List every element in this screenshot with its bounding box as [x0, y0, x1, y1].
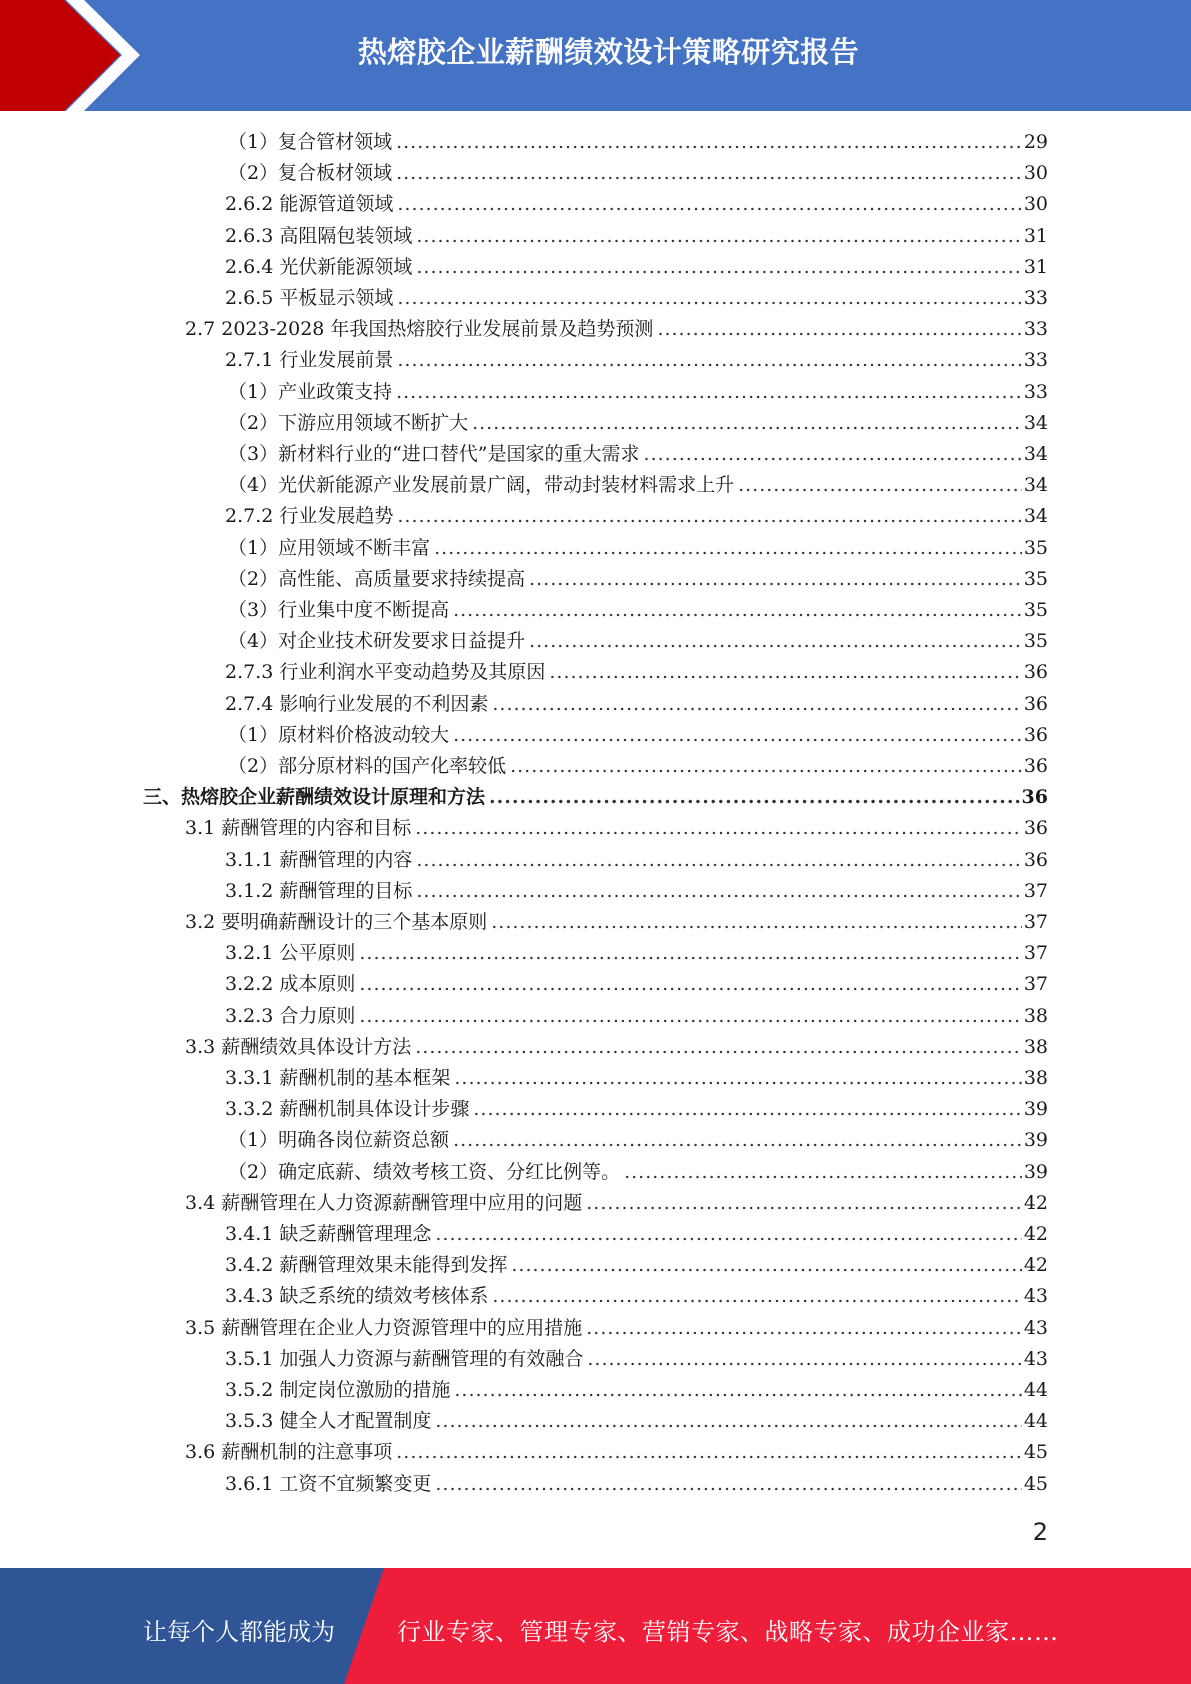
toc-entry-page: 37: [1023, 911, 1048, 933]
toc-leader-dots: [454, 1063, 1021, 1094]
toc-entry-label: 三、热熔胶企业薪酬绩效设计原理和方法: [143, 786, 486, 808]
toc-entry-label: 3.2.2 成本原则: [225, 973, 356, 995]
toc-entry-page: 36: [1023, 849, 1048, 871]
toc-leader-dots: [586, 1188, 1022, 1219]
toc-entry-page: 35: [1023, 568, 1048, 590]
toc-entry[interactable]: [225, 1281, 1048, 1312]
toc-entry-label: 3.6 薪酬机制的注意事项: [185, 1441, 393, 1463]
toc-entry-label: 2.7 2023-2028 年我国热熔胶行业发展前景及趋势预测: [185, 318, 654, 340]
toc-entry-label: 3.1.2 薪酬管理的目标: [225, 880, 413, 902]
toc-leader-dots: [396, 158, 1022, 189]
toc-leader-dots: [435, 1406, 1021, 1437]
toc-entry[interactable]: [228, 1157, 1048, 1188]
toc-entry-page: 29: [1023, 131, 1048, 153]
toc-entry-label: 2.6.4 光伏新能源领域: [225, 256, 413, 278]
toc-entry-page: 33: [1023, 287, 1048, 309]
toc-entry-label: 2.7.4 影响行业发展的不利因素: [225, 693, 489, 715]
toc-entry-page: 42: [1023, 1254, 1048, 1276]
toc-entry-label: （4）光伏新能源产业发展前景广阔，带动封装材料需求上升: [228, 474, 735, 496]
toc-leader-dots: [549, 657, 1021, 688]
toc-leader-dots: [359, 969, 1021, 1000]
toc-entry-page: 35: [1023, 599, 1048, 621]
toc-entry-page: 36: [1023, 817, 1048, 839]
toc-entry-label: （3）新材料行业的“进口替代”是国家的重大需求: [228, 443, 640, 465]
toc-entry-page: 35: [1023, 630, 1048, 652]
toc-leader-dots: [489, 782, 1020, 813]
toc-leader-dots: [453, 595, 1022, 626]
toc-leader-dots: [359, 1001, 1021, 1032]
toc-entry[interactable]: [225, 252, 1048, 283]
toc-entry-label: （2）高性能、高质量要求持续提高: [228, 568, 526, 590]
toc-leader-dots: [644, 439, 1022, 470]
toc-entry-page: 34: [1023, 505, 1048, 527]
toc-entry-page: 43: [1023, 1285, 1048, 1307]
toc-leader-dots: [738, 470, 1022, 501]
toc-entry[interactable]: [225, 1406, 1048, 1437]
toc-entry[interactable]: [225, 283, 1048, 314]
toc-leader-dots: [529, 626, 1022, 657]
toc-leader-dots: [396, 377, 1022, 408]
toc-entry-page: 38: [1023, 1036, 1048, 1058]
toc-entry[interactable]: [225, 1250, 1048, 1281]
toc-entry-page: 34: [1023, 443, 1048, 465]
toc-entry-label: 2.7.3 行业利润水平变动趋势及其原因: [225, 661, 546, 683]
toc-entry-page: 39: [1023, 1098, 1048, 1120]
toc-entry[interactable]: [225, 876, 1048, 907]
toc-entry-page: 45: [1023, 1441, 1048, 1463]
toc-entry[interactable]: [225, 1469, 1048, 1500]
toc-entry-page: 42: [1023, 1223, 1048, 1245]
toc-entry-page: 37: [1023, 880, 1048, 902]
toc-entry-page: 39: [1023, 1129, 1048, 1151]
toc-entry[interactable]: [185, 907, 1048, 938]
toc-entry-label: 3.3.2 薪酬机制具体设计步骤: [225, 1098, 470, 1120]
toc-leader-dots: [416, 845, 1021, 876]
toc-entry-page: 38: [1023, 1005, 1048, 1027]
toc-entry-label: 3.1.1 薪酬管理的内容: [225, 849, 413, 871]
toc-entry-label: 3.5.1 加强人力资源与薪酬管理的有效融合: [225, 1348, 584, 1370]
toc-entry[interactable]: [225, 969, 1048, 1000]
toc-entry-label: 3.5.2 制定岗位激励的措施: [225, 1379, 451, 1401]
toc-entry[interactable]: [225, 189, 1048, 220]
toc-leader-dots: [473, 1094, 1021, 1125]
toc-leader-dots: [396, 1437, 1022, 1468]
toc-entry-page: 38: [1023, 1067, 1048, 1089]
toc-entry-label: （1）复合管材领域: [228, 131, 393, 153]
toc-entry-page: 43: [1023, 1348, 1048, 1370]
toc-leader-dots: [529, 564, 1022, 595]
toc-entry-page: 33: [1023, 349, 1048, 371]
toc-entry-page: 42: [1023, 1192, 1048, 1214]
toc-leader-dots: [396, 127, 1022, 158]
toc-entry-label: 3.3.1 薪酬机制的基本框架: [225, 1067, 451, 1089]
toc-entry-label: 3.4.3 缺乏系统的绩效考核体系: [225, 1285, 489, 1307]
toc-entry[interactable]: [225, 938, 1048, 969]
report-title: 热熔胶企业薪酬绩效设计策略研究报告: [357, 35, 860, 69]
toc-entry[interactable]: [225, 689, 1048, 720]
toc-leader-dots: [397, 345, 1021, 376]
toc-entry[interactable]: [185, 1313, 1048, 1344]
toc-entry-label: 3.4.1 缺乏薪酬管理理念: [225, 1223, 432, 1245]
toc-entry-label: 3.1 薪酬管理的内容和目标: [185, 817, 412, 839]
toc-entry[interactable]: [228, 533, 1048, 564]
toc-leader-dots: [624, 1157, 1022, 1188]
toc-entry[interactable]: [228, 377, 1048, 408]
toc-leader-dots: [454, 1375, 1021, 1406]
page-number: 2: [1032, 1518, 1048, 1546]
toc-entry-label: 2.7.2 行业发展趋势: [225, 505, 394, 527]
toc-entry-page: 37: [1023, 973, 1048, 995]
toc-entry-label: 2.6.2 能源管道领域: [225, 193, 394, 215]
toc-leader-dots: [434, 533, 1022, 564]
toc-entry-label: 3.5 薪酬管理在企业人力资源管理中的应用措施: [185, 1317, 583, 1339]
toc-entry-page: 33: [1023, 381, 1048, 403]
toc-entry[interactable]: [225, 657, 1048, 688]
toc-entry-page: 34: [1023, 412, 1048, 434]
toc-entry-label: 3.2.1 公平原则: [225, 942, 356, 964]
toc-entry[interactable]: [225, 221, 1048, 252]
toc-entry-page: 31: [1023, 225, 1048, 247]
toc-entry-page: 36: [1023, 693, 1048, 715]
toc-entry[interactable]: [228, 1125, 1048, 1156]
toc-leader-dots: [453, 1125, 1022, 1156]
toc-entry-label: 3.4.2 薪酬管理效果未能得到发挥: [225, 1254, 508, 1276]
toc-entry-label: 3.3 薪酬绩效具体设计方法: [185, 1036, 412, 1058]
toc-leader-dots: [416, 252, 1021, 283]
toc-entry[interactable]: [228, 564, 1048, 595]
toc-entry[interactable]: [228, 408, 1048, 439]
toc-entry[interactable]: [225, 1344, 1048, 1375]
toc-entry-label: （1）应用领域不断丰富: [228, 537, 431, 559]
toc-entry[interactable]: [225, 1094, 1048, 1125]
toc-entry[interactable]: [228, 470, 1048, 501]
toc-entry-page: 44: [1023, 1379, 1048, 1401]
toc-entry-label: 3.2.3 合力原则: [225, 1005, 356, 1027]
toc-entry-page: 36: [1023, 661, 1048, 683]
toc-entry-page: 43: [1023, 1317, 1048, 1339]
toc-entry-page: 30: [1023, 162, 1048, 184]
toc-entry[interactable]: [225, 345, 1048, 376]
toc-entry[interactable]: [225, 501, 1048, 532]
toc-entry-label: （3）行业集中度不断提高: [228, 599, 450, 621]
toc-leader-dots: [587, 1344, 1021, 1375]
toc-entry-label: 3.2 要明确薪酬设计的三个基本原则: [185, 911, 488, 933]
toc-entry[interactable]: [225, 1219, 1048, 1250]
toc-entry[interactable]: [225, 1063, 1048, 1094]
toc-entry[interactable]: [185, 1188, 1048, 1219]
toc-entry-label: 3.4 薪酬管理在人力资源薪酬管理中应用的问题: [185, 1192, 583, 1214]
toc-leader-dots: [492, 1281, 1021, 1312]
toc-entry-label: （1）明确各岗位薪资总额: [228, 1129, 450, 1151]
toc-entry[interactable]: [228, 626, 1048, 657]
toc-entry-page: 33: [1023, 318, 1048, 340]
toc-entry-label: （2）复合板材领域: [228, 162, 393, 184]
toc-entry-page: 34: [1023, 474, 1048, 496]
toc-entry[interactable]: [185, 314, 1048, 345]
toc-entry[interactable]: [225, 1375, 1048, 1406]
toc-entry-label: （2）部分原材料的国产化率较低: [228, 755, 507, 777]
toc-leader-dots: [492, 689, 1021, 720]
toc-entry-page: 36: [1023, 755, 1048, 777]
toc-leader-dots: [397, 283, 1021, 314]
toc-entry[interactable]: [228, 595, 1048, 626]
toc-entry-label: （1）原材料价格波动较大: [228, 724, 450, 746]
toc-entry-label: 3.6.1 工资不宜频繁变更: [225, 1473, 432, 1495]
toc-entry-label: （1）产业政策支持: [228, 381, 393, 403]
toc-entry-page: 31: [1023, 256, 1048, 278]
toc-entry-label: 2.7.1 行业发展前景: [225, 349, 394, 371]
toc-leader-dots: [511, 1250, 1021, 1281]
toc-leader-dots: [359, 938, 1021, 969]
page-header: [0, 0, 1191, 111]
toc-leader-dots: [397, 501, 1021, 532]
toc-leader-dots: [416, 876, 1021, 907]
toc-entry-page: 36: [1021, 786, 1048, 808]
toc-entry[interactable]: [225, 1001, 1048, 1032]
toc-entry-page: 36: [1023, 724, 1048, 746]
toc-entry-label: 2.6.3 高阻隔包装领域: [225, 225, 413, 247]
toc-entry-page: 45: [1023, 1473, 1048, 1495]
toc-leader-dots: [586, 1313, 1022, 1344]
footer-roles: 行业专家、管理专家、营销专家、战略专家、成功企业家……: [397, 1618, 1059, 1646]
toc-leader-dots: [453, 720, 1022, 751]
toc-leader-dots: [435, 1469, 1021, 1500]
toc-entry[interactable]: [228, 720, 1048, 751]
toc-entry-label: 2.6.5 平板显示领域: [225, 287, 394, 309]
toc-leader-dots: [491, 907, 1022, 938]
toc-entry-label: 3.5.3 健全人才配置制度: [225, 1410, 432, 1432]
toc-entry[interactable]: [185, 1032, 1048, 1063]
toc-entry-label: （2）确定底薪、绩效考核工资、分红比例等。: [228, 1161, 621, 1183]
toc-entry-label: （4）对企业技术研发要求日益提升: [228, 630, 526, 652]
page-footer: [0, 1568, 1191, 1684]
toc-entry-page: 44: [1023, 1410, 1048, 1432]
toc-leader-dots: [416, 221, 1021, 252]
footer-slogan: 让每个人都能成为: [143, 1618, 335, 1646]
toc-entry-page: 30: [1023, 193, 1048, 215]
toc-leader-dots: [472, 408, 1022, 439]
toc-entry[interactable]: [143, 782, 1048, 813]
toc-entry-label: （2）下游应用领域不断扩大: [228, 412, 469, 434]
toc-leader-dots: [415, 813, 1022, 844]
toc-entry[interactable]: [225, 845, 1048, 876]
toc-entry[interactable]: [228, 158, 1048, 189]
toc-leader-dots: [415, 1032, 1022, 1063]
toc-entry[interactable]: [185, 1437, 1048, 1468]
toc-entry-page: 37: [1023, 942, 1048, 964]
toc-entry[interactable]: [228, 127, 1048, 158]
toc-entry[interactable]: [185, 813, 1048, 844]
toc-entry-page: 39: [1023, 1161, 1048, 1183]
toc-leader-dots: [397, 189, 1021, 220]
toc-leader-dots: [657, 314, 1021, 345]
toc-leader-dots: [435, 1219, 1021, 1250]
toc-entry[interactable]: [228, 751, 1048, 782]
toc-entry-page: 35: [1023, 537, 1048, 559]
toc-entry[interactable]: [228, 439, 1048, 470]
toc-leader-dots: [510, 751, 1022, 782]
